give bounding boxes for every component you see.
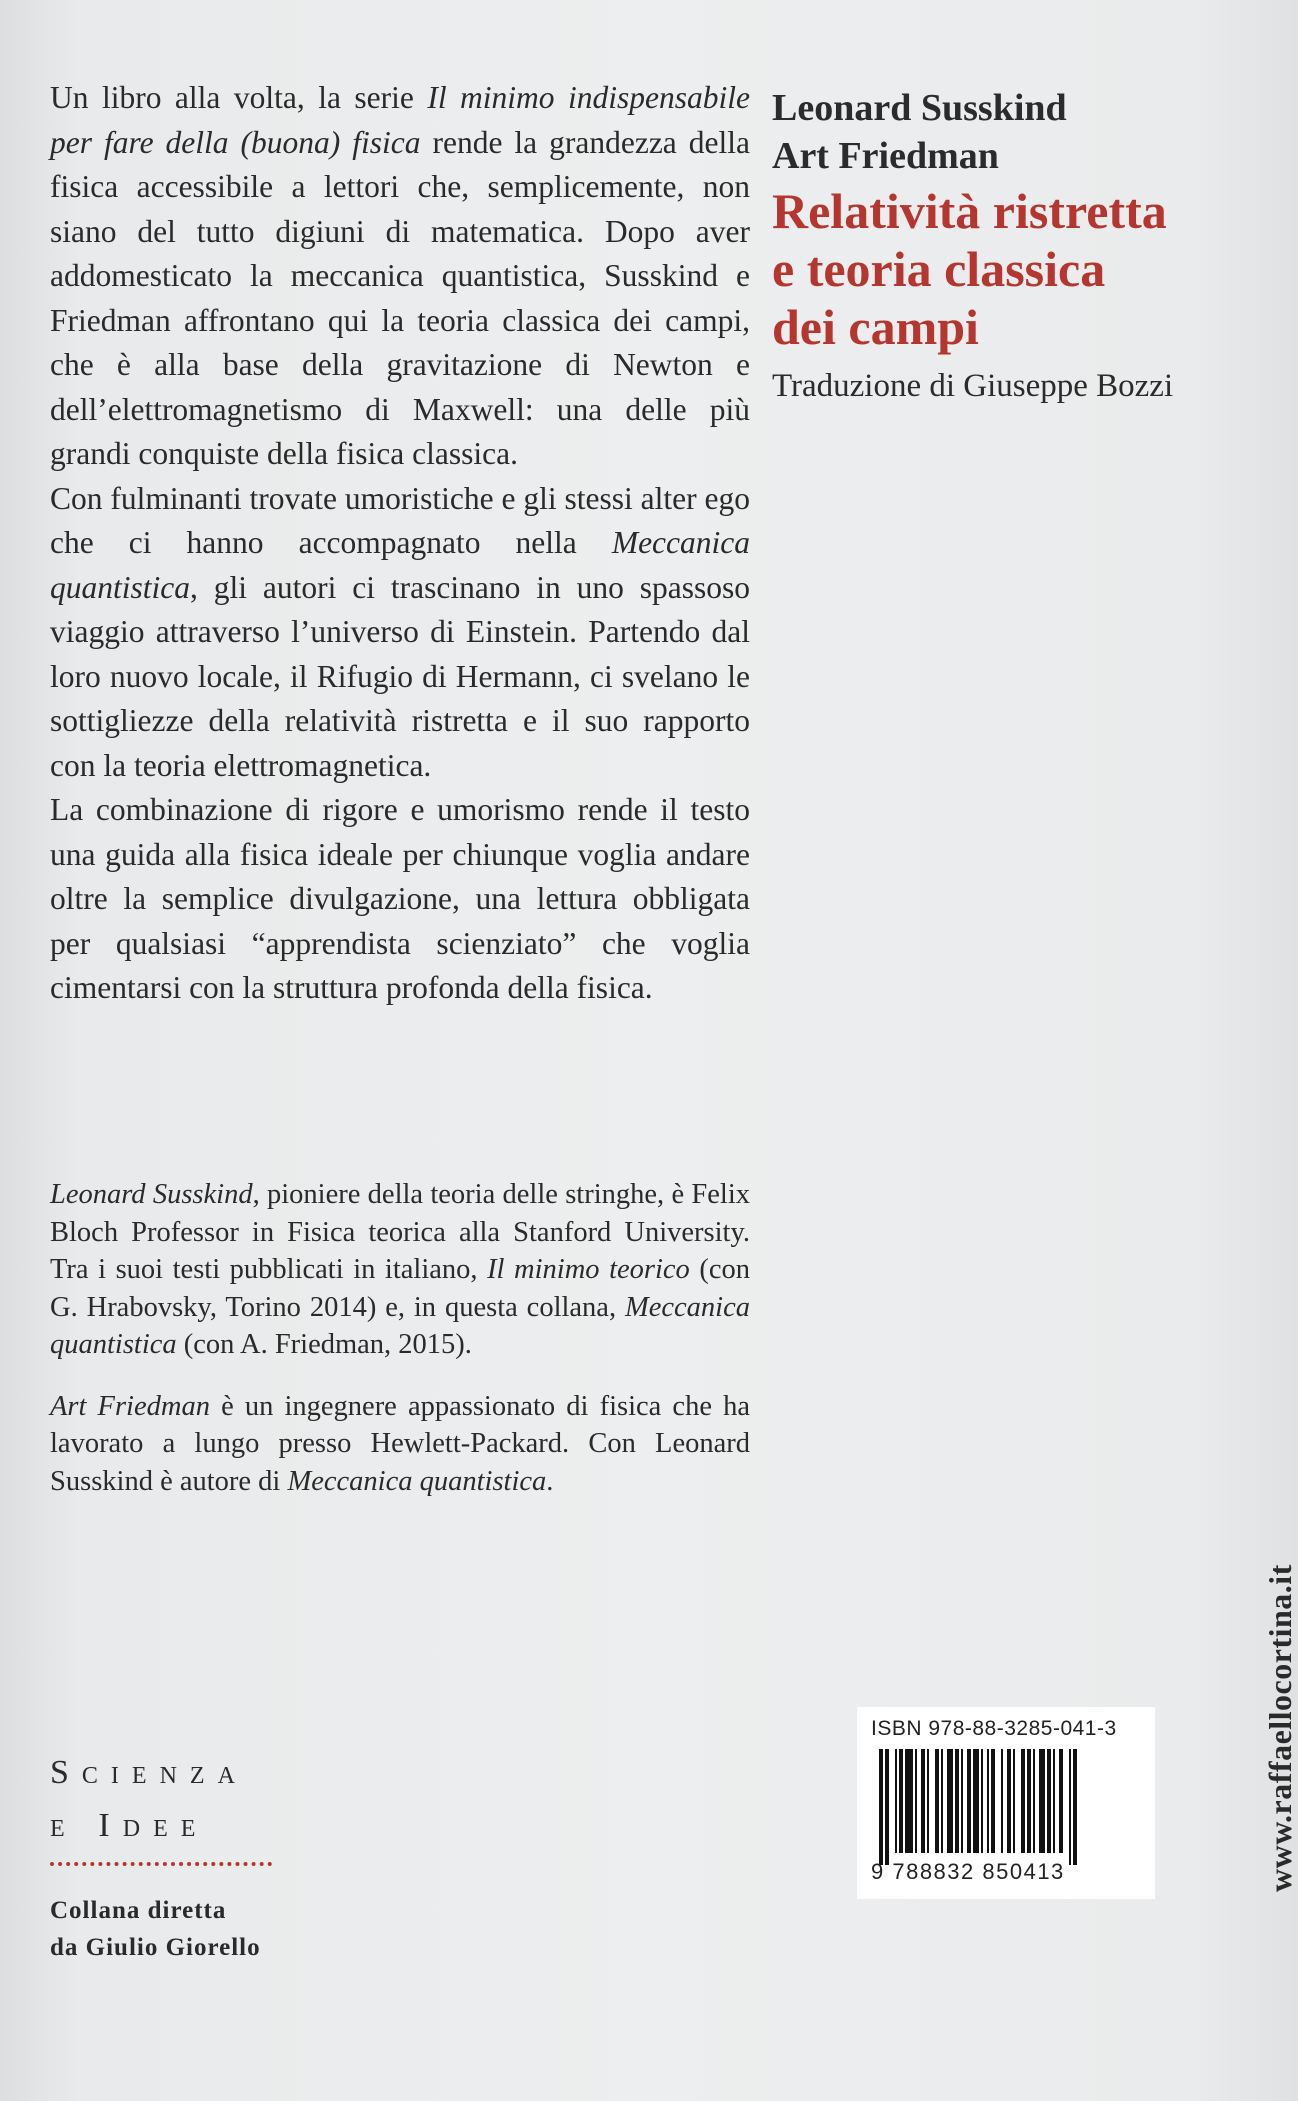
barcode-bar: [899, 1749, 903, 1853]
book-title-italic: Meccanica quantistica: [50, 525, 750, 605]
bio-text: .: [546, 1465, 554, 1497]
title-line-3: dei campi: [772, 299, 979, 355]
synopsis-paragraph-2: [50, 477, 750, 789]
series-title-italic: Il minimo indispensabile per fare della (buona) fisica: [50, 80, 750, 160]
series-word: CIENZA: [81, 1763, 248, 1789]
barcode-bar: [885, 1749, 889, 1865]
bio-friedman: [50, 1388, 750, 1501]
barcode-bar: [1053, 1749, 1055, 1853]
book-title-italic: Meccanica quantistica: [287, 1465, 547, 1497]
synopsis-text: , gli autori ci trascinano in uno spassoso viaggio attraverso l’universo di Einstein. Partendo dal loro nuovo locale, il Rifugio di Hermann, ci svelano le sottigliezze della relatività ristretta e il suo rapporto con la teoria elettromagnetica.: [50, 569, 750, 783]
barcode-bar: [987, 1749, 989, 1853]
series-logo: [50, 1748, 290, 1966]
book-title-italic: Il minimo teorico: [487, 1254, 690, 1285]
title-line-1: Relatività ristretta: [772, 183, 1167, 239]
synopsis-text: rende la grandezza della fisica accessibile a lettori che, semplicemente, non siano del tutto digiuni di matematica. Dopo aver addomesticato la meccanica quantistica, Susskind e Friedman affrontano qui la teoria classica dei campi, che è alla base della gravitazione di Newton e dell’elettromagnetismo di Maxwell: una delle più grandi conquiste della fisica classica.: [50, 124, 750, 471]
title-line-2: e teoria classica: [772, 241, 1106, 297]
translator-credit: Traduzione di Giuseppe Bozzi: [772, 368, 1174, 404]
series-conjunction: E: [50, 1816, 78, 1842]
series-editor: [50, 1892, 290, 1966]
series-initial: S: [50, 1754, 82, 1791]
series-initial: I: [98, 1807, 123, 1844]
author-1: Leonard Susskind: [772, 87, 1067, 129]
barcode-bar: [935, 1749, 939, 1853]
bio-text: , pioniere della teoria delle stringhe, è Felix Bloch Professor in Fisica teorica alla Stanford University. Tra i suoi testi pubblicati in italiano,: [50, 1179, 750, 1285]
barcode-bar: [955, 1749, 959, 1853]
dotted-divider: [50, 1862, 272, 1870]
series-name-line-1: [50, 1748, 290, 1801]
synopsis-paragraph-3: La combinazione di rigore e umorismo rende il testo una guida alla fisica ideale per chiunque voglia andare oltre la semplice divulgazione, una lettura obbligata per qualsiasi “apprendista scienziato” che voglia cimentarsi con la struttura profonda della fisica.: [50, 792, 750, 1005]
barcode-bar: [1027, 1749, 1031, 1853]
barcode-bar: [1033, 1749, 1035, 1853]
barcode-bar: [991, 1749, 995, 1853]
author-2: Art Friedman: [772, 135, 999, 177]
bio-text: (con A. Friedman, 2015).: [176, 1329, 472, 1360]
barcode-bar: [895, 1749, 897, 1853]
author-bios: [50, 1176, 750, 1524]
barcode-bar: [981, 1749, 983, 1853]
synopsis-paragraph-1: [50, 76, 750, 477]
barcode-bar: [967, 1749, 971, 1853]
isbn-number: ISBN 978-88-3285-041-3: [871, 1717, 1117, 1740]
barcode-bar: [905, 1749, 913, 1853]
book-title: [772, 182, 1272, 356]
barcode-icon: [879, 1749, 1131, 1865]
author-name-italic: Art Friedman: [50, 1390, 210, 1422]
barcode-bar: [927, 1749, 929, 1853]
author-name-italic: Leonard Susskind: [50, 1179, 253, 1210]
series-name-line-2: [50, 1801, 290, 1854]
synopsis-text: Con fulminanti trovate umoristiche e gli stessi alter ego che ci hanno accompagnato nella: [50, 480, 750, 560]
bio-text: (con G. Hrabovsky, Torino 2014) e, in questa collana,: [50, 1254, 751, 1323]
barcode-digits: 9 788832 850413: [871, 1859, 1065, 1884]
barcode-bar: [1001, 1749, 1003, 1853]
barcode-bar: [947, 1749, 953, 1853]
bio-text: è un ingegnere appassionato di fisica che ha lavorato a lungo presso Hewlett-Packard. Con Leonard Susskind è autore di: [50, 1390, 750, 1497]
barcode-bar: [1073, 1749, 1077, 1865]
book-title-italic: Meccanica quantistica: [50, 1291, 750, 1360]
barcode-bar: [915, 1749, 917, 1853]
book-header: [772, 84, 1272, 406]
barcode-bar: [879, 1749, 883, 1865]
series-word: DEE: [122, 1816, 209, 1842]
barcode-bar: [1013, 1749, 1015, 1853]
barcode-bar: [1069, 1749, 1071, 1865]
barcode-bar: [1059, 1749, 1063, 1853]
editor-line-1: Collana diretta: [50, 1897, 227, 1924]
publisher-website: www.raffaellocortina.it: [1262, 1564, 1298, 1892]
editor-line-2: da Giulio Giorello: [50, 1934, 261, 1961]
barcode-bar: [961, 1749, 963, 1853]
synopsis-text: Un libro alla volta, la serie: [50, 80, 428, 115]
synopsis: [50, 76, 750, 1011]
isbn-barcode: [857, 1707, 1155, 1899]
barcode-bar: [1021, 1749, 1025, 1853]
barcode-bar: [941, 1749, 943, 1853]
barcode-bar: [921, 1749, 925, 1853]
bio-susskind: [50, 1176, 750, 1364]
barcode-bar: [1047, 1749, 1051, 1853]
barcode-bar: [1039, 1749, 1045, 1853]
barcode-bar: [1007, 1749, 1011, 1853]
barcode-bar: [973, 1749, 979, 1853]
